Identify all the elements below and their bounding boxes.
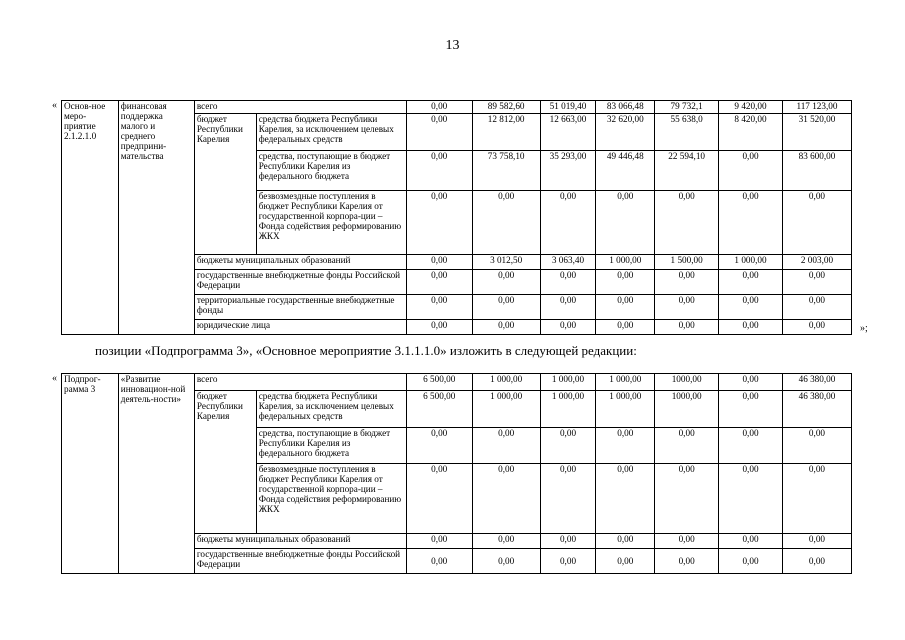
value-cell: 0,00	[782, 295, 851, 320]
value-cell: 46 380,00	[782, 391, 851, 428]
source-label: средства бюджета Республики Карелия, за исключением целевых федеральных средств	[256, 114, 406, 151]
value-cell: 0,00	[719, 428, 783, 464]
value-cell: 0,00	[655, 191, 719, 255]
value-cell: 0,00	[472, 270, 540, 295]
value-cell: 49 446,48	[596, 151, 655, 191]
value-cell: 0,00	[406, 320, 472, 335]
status-cell: Подпрог-рамма 3	[62, 374, 119, 574]
open-quote-2: «	[52, 373, 57, 384]
page-number: 13	[445, 38, 460, 53]
value-cell: 1000,00	[655, 391, 719, 428]
value-cell: 0,00	[472, 295, 540, 320]
source-label: территориальные государственные внебюджетные фонды	[194, 295, 406, 320]
value-cell: 32 620,00	[596, 114, 655, 151]
value-cell: 0,00	[540, 428, 596, 464]
value-cell: 0,00	[596, 428, 655, 464]
value-cell: 0,00	[596, 295, 655, 320]
value-cell: 0,00	[540, 295, 596, 320]
value-cell: 1000,00	[655, 374, 719, 391]
source-label: бюджеты муниципальных образований	[194, 255, 406, 270]
value-cell: 0,00	[782, 191, 851, 255]
value-cell: 0,00	[655, 320, 719, 335]
value-cell: 0,00	[596, 270, 655, 295]
value-cell: 83 600,00	[782, 151, 851, 191]
body-text: позиции «Подпрограмма 3», «Основное мероприятие 3.1.1.1.0» изложить в следующей редакции:	[95, 343, 637, 358]
value-cell: 0,00	[719, 151, 783, 191]
value-cell: 1 000,00	[596, 374, 655, 391]
value-cell: 0,00	[540, 320, 596, 335]
value-cell: 0,00	[540, 270, 596, 295]
value-cell: 31 520,00	[782, 114, 851, 151]
value-cell: 55 638,0	[655, 114, 719, 151]
name-cell: финансовая поддержка малого и среднего предприни-мательства	[118, 101, 194, 335]
open-quote-1: «	[52, 100, 57, 111]
value-cell: 0,00	[406, 101, 472, 114]
table-row	[62, 101, 852, 114]
value-cell: 3 063,40	[540, 255, 596, 270]
value-cell: 46 380,00	[782, 374, 851, 391]
value-cell: 73 758,10	[472, 151, 540, 191]
program-table-2	[61, 373, 852, 574]
value-cell: 0,00	[596, 549, 655, 574]
value-cell: 0,00	[782, 534, 851, 549]
value-cell: 0,00	[406, 534, 472, 549]
value-cell: 0,00	[540, 464, 596, 534]
value-cell: 1 000,00	[540, 374, 596, 391]
value-cell: 0,00	[719, 270, 783, 295]
source-label: всего	[194, 101, 406, 114]
source-label: бюджеты муниципальных образований	[194, 534, 406, 549]
value-cell: 0,00	[719, 374, 783, 391]
value-cell: 0,00	[472, 549, 540, 574]
value-cell: 0,00	[472, 534, 540, 549]
value-cell: 1 500,00	[655, 255, 719, 270]
value-cell: 0,00	[655, 270, 719, 295]
value-cell: 8 420,00	[719, 114, 783, 151]
value-cell: 9 420,00	[719, 101, 783, 114]
value-cell: 6 500,00	[406, 374, 472, 391]
value-cell: 79 732,1	[655, 101, 719, 114]
value-cell: 1 000,00	[540, 391, 596, 428]
value-cell: 3 012,50	[472, 255, 540, 270]
value-cell: 12 812,00	[472, 114, 540, 151]
value-cell: 0,00	[719, 534, 783, 549]
value-cell: 0,00	[406, 549, 472, 574]
value-cell: 0,00	[472, 464, 540, 534]
source-group-cell: бюджет Республики Карелия	[194, 391, 256, 534]
value-cell: 0,00	[596, 534, 655, 549]
value-cell: 1 000,00	[596, 391, 655, 428]
value-cell: 0,00	[719, 391, 783, 428]
value-cell: 0,00	[719, 320, 783, 335]
source-label: государственные внебюджетные фонды Российской Федерации	[194, 270, 406, 295]
value-cell: 1 000,00	[596, 255, 655, 270]
value-cell: 0,00	[406, 270, 472, 295]
value-cell: 51 019,40	[540, 101, 596, 114]
value-cell: 0,00	[655, 534, 719, 549]
value-cell: 0,00	[540, 534, 596, 549]
value-cell: 22 594,10	[655, 151, 719, 191]
value-cell: 0,00	[540, 191, 596, 255]
value-cell: 0,00	[596, 191, 655, 255]
value-cell: 0,00	[472, 320, 540, 335]
source-group-cell: бюджет Республики Карелия	[194, 114, 256, 255]
value-cell: 0,00	[472, 428, 540, 464]
value-cell: 89 582,60	[472, 101, 540, 114]
source-label: безвозмездные поступления в бюджет Республики Карелия от государственной корпора-ции – Фонда содействия реформированию ЖКХ	[256, 464, 406, 534]
value-cell: 83 066,48	[596, 101, 655, 114]
source-label: государственные внебюджетные фонды Российской Федерации	[194, 549, 406, 574]
value-cell: 0,00	[406, 191, 472, 255]
value-cell: 0,00	[782, 549, 851, 574]
value-cell: 0,00	[472, 191, 540, 255]
source-label: юридические лица	[194, 320, 406, 335]
value-cell: 0,00	[406, 428, 472, 464]
value-cell: 0,00	[719, 549, 783, 574]
close-quote: »;	[860, 323, 868, 334]
value-cell: 0,00	[540, 549, 596, 574]
value-cell: 0,00	[406, 151, 472, 191]
value-cell: 0,00	[406, 114, 472, 151]
source-label: всего	[194, 374, 406, 391]
source-label: безвозмездные поступления в бюджет Республики Карелия от государственной корпора-ции – Фонда содействия реформированию ЖКХ	[256, 191, 406, 255]
value-cell: 0,00	[596, 464, 655, 534]
program-table-1	[61, 100, 852, 335]
value-cell: 35 293,00	[540, 151, 596, 191]
value-cell: 0,00	[782, 428, 851, 464]
value-cell: 0,00	[719, 295, 783, 320]
value-cell: 1 000,00	[472, 374, 540, 391]
value-cell: 0,00	[655, 295, 719, 320]
value-cell: 0,00	[406, 255, 472, 270]
value-cell: 0,00	[655, 464, 719, 534]
value-cell: 1 000,00	[719, 255, 783, 270]
source-label: средства бюджета Республики Карелия, за исключением целевых федеральных средств	[256, 391, 406, 428]
value-cell: 1 000,00	[472, 391, 540, 428]
table-row	[62, 374, 852, 391]
value-cell: 6 500,00	[406, 391, 472, 428]
source-label: средства, поступающие в бюджет Республики Карелия из федерального бюджета	[256, 428, 406, 464]
value-cell: 0,00	[719, 191, 783, 255]
value-cell: 0,00	[596, 320, 655, 335]
value-cell: 2 003,00	[782, 255, 851, 270]
value-cell: 0,00	[406, 295, 472, 320]
value-cell: 0,00	[719, 464, 783, 534]
value-cell: 0,00	[655, 549, 719, 574]
name-cell: «Развитие инновацион-ной деятель-ности»	[118, 374, 194, 574]
value-cell: 0,00	[655, 428, 719, 464]
value-cell: 0,00	[782, 320, 851, 335]
value-cell: 0,00	[782, 270, 851, 295]
source-label: средства, поступающие в бюджет Республики Карелия из федерального бюджета	[256, 151, 406, 191]
value-cell: 0,00	[782, 464, 851, 534]
status-cell: Основ-ное меро-приятие 2.1.2.1.0	[62, 101, 119, 335]
value-cell: 0,00	[406, 464, 472, 534]
value-cell: 12 663,00	[540, 114, 596, 151]
value-cell: 117 123,00	[782, 101, 851, 114]
